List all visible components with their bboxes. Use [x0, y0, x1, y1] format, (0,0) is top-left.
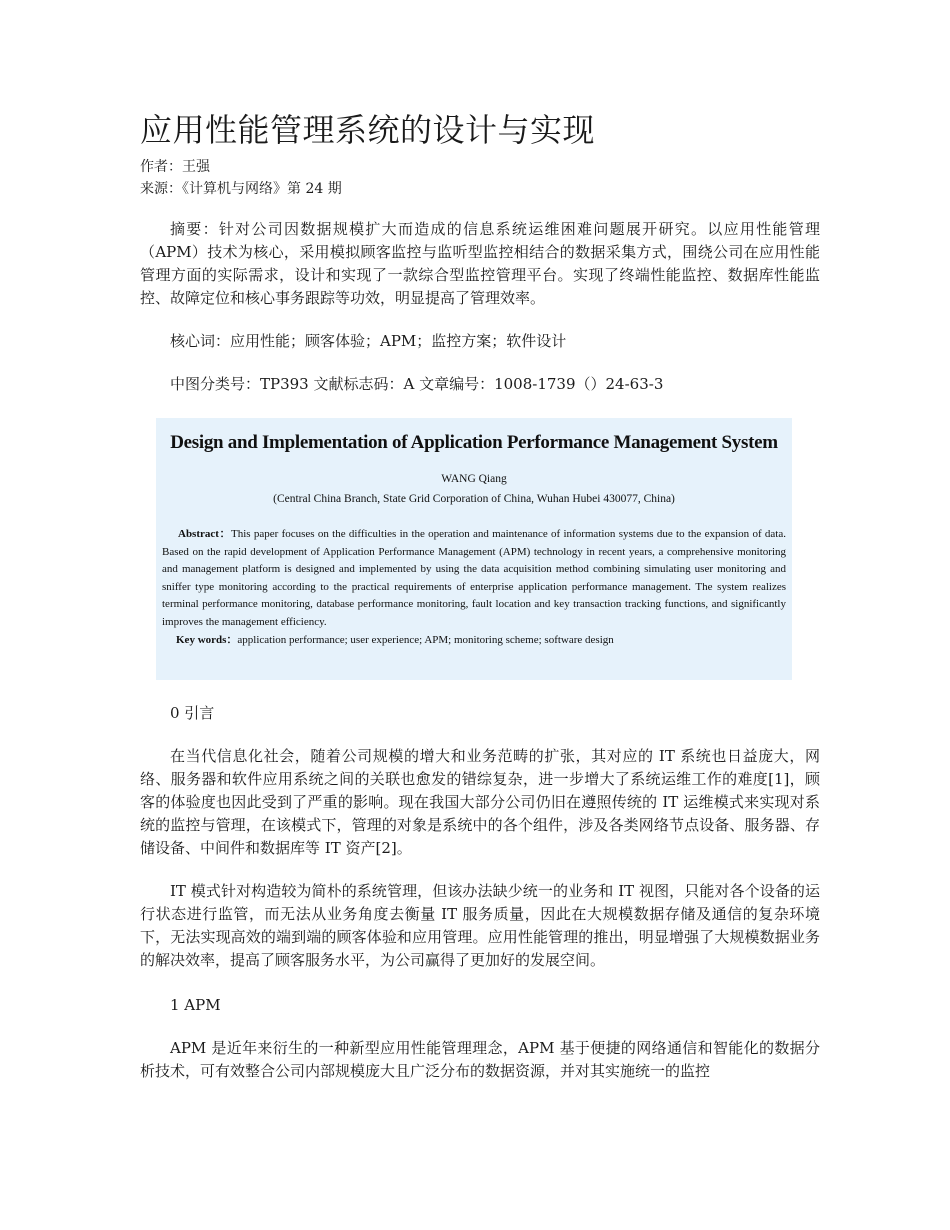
section-1-heading: 1 APM — [170, 996, 221, 1014]
section-0-heading: 0 引言 — [170, 704, 215, 722]
source-line: 来源：《计算机与网络》第 24 期 — [140, 181, 342, 197]
section-0-paragraph-1: 在当代信息化社会，随着公司规模的增大和业务范畴的扩张，其对应的 IT 系统也日益庞大，网络、服务器和软件应用系统之间的关联也愈发的错综复杂，进一步增大了系统运维工作的难度[1]，顾客的体验度也因此受到了严重的影响。现在我国大部分公司仍旧在遵照传统的 IT 运维模式来实现对系统的监控与管理，在该模式下，管理的对象是系统中的各个组件，涉及各类网络节点设备、服务器、存储设备、中间件和数据库等 IT 资产[2]。 — [140, 747, 820, 857]
page-title: 应用性能管理系统的设计与实现 — [140, 111, 596, 149]
figure-abstract-label: Abstract： — [178, 528, 232, 540]
english-abstract-figure — [156, 418, 792, 680]
figure-abstract-text: This paper focuses on the difficulties in the operation and maintenance of information systems due to the expansion of data. Based on the rapid development of Application Performance Management (APM) technology in recent years, a comprehensive monitoring and management platform is designed and implemented by using the data acquisition method combining simulating user monitoring and sniffer type monitoring according to the practical requirements of enterprise application performance management. The system realizes terminal performance monitoring, database performance monitoring, fault location and key transaction tracking functions, and significantly improves the management efficiency. — [162, 528, 786, 628]
author-line: 作者：王强 — [140, 159, 210, 175]
classification-line: 中图分类号：TP393 文献标志码：A 文章编号：1008-1739（）24-63-3 — [170, 375, 664, 393]
figure-title: Design and Implementation of Application Performance Management System — [170, 432, 778, 453]
figure-abstract — [162, 526, 786, 631]
abstract-cn: 摘要：针对公司因数据规模扩大而造成的信息系统运维困难问题展开研究。以应用性能管理（APM）技术为核心，采用模拟顾客监控与监听型监控相结合的数据采集方式，围绕公司在应用性能管理方面的实际需求，设计和实现了一款综合型监控管理平台。实现了终端性能监控、数据库性能监控、故障定位和核心事务跟踪等功效，明显提高了管理效率。 — [140, 220, 820, 307]
figure-keywords-text: application performance; user experience; APM; monitoring scheme; software design — [237, 634, 614, 646]
section-0-paragraph-2: IT 模式针对构造较为简朴的系统管理，但该办法缺少统一的业务和 IT 视图，只能对各个设备的运行状态进行监管，而无法从业务角度去衡量 IT 服务质量，因此在大规模数据存储及通信的复杂环境下，无法实现高效的端到端的顾客体验和应用管理。应用性能管理的推出，明显增强了大规模数据业务的解决效率，提高了顾客服务水平，为公司赢得了更加好的发展空间。 — [140, 882, 820, 969]
figure-keywords — [176, 632, 786, 649]
keywords-cn: 核心词：应用性能；顾客体验；APM；监控方案；软件设计 — [170, 332, 567, 350]
section-1-paragraph-1: APM 是近年来衍生的一种新型应用性能管理理念，APM 基于便捷的网络通信和智能化的数据分析技术，可有效整合公司内部规模庞大且广泛分布的数据资源，并对其实施统一的监控 — [140, 1039, 820, 1080]
figure-affiliation: (Central China Branch, State Grid Corporation of China, Wuhan Hubei 430077, China) — [273, 493, 675, 505]
figure-author: WANG Qiang — [441, 473, 507, 485]
document-page — [140, 108, 820, 1083]
figure-keywords-label: Key words： — [176, 634, 238, 646]
